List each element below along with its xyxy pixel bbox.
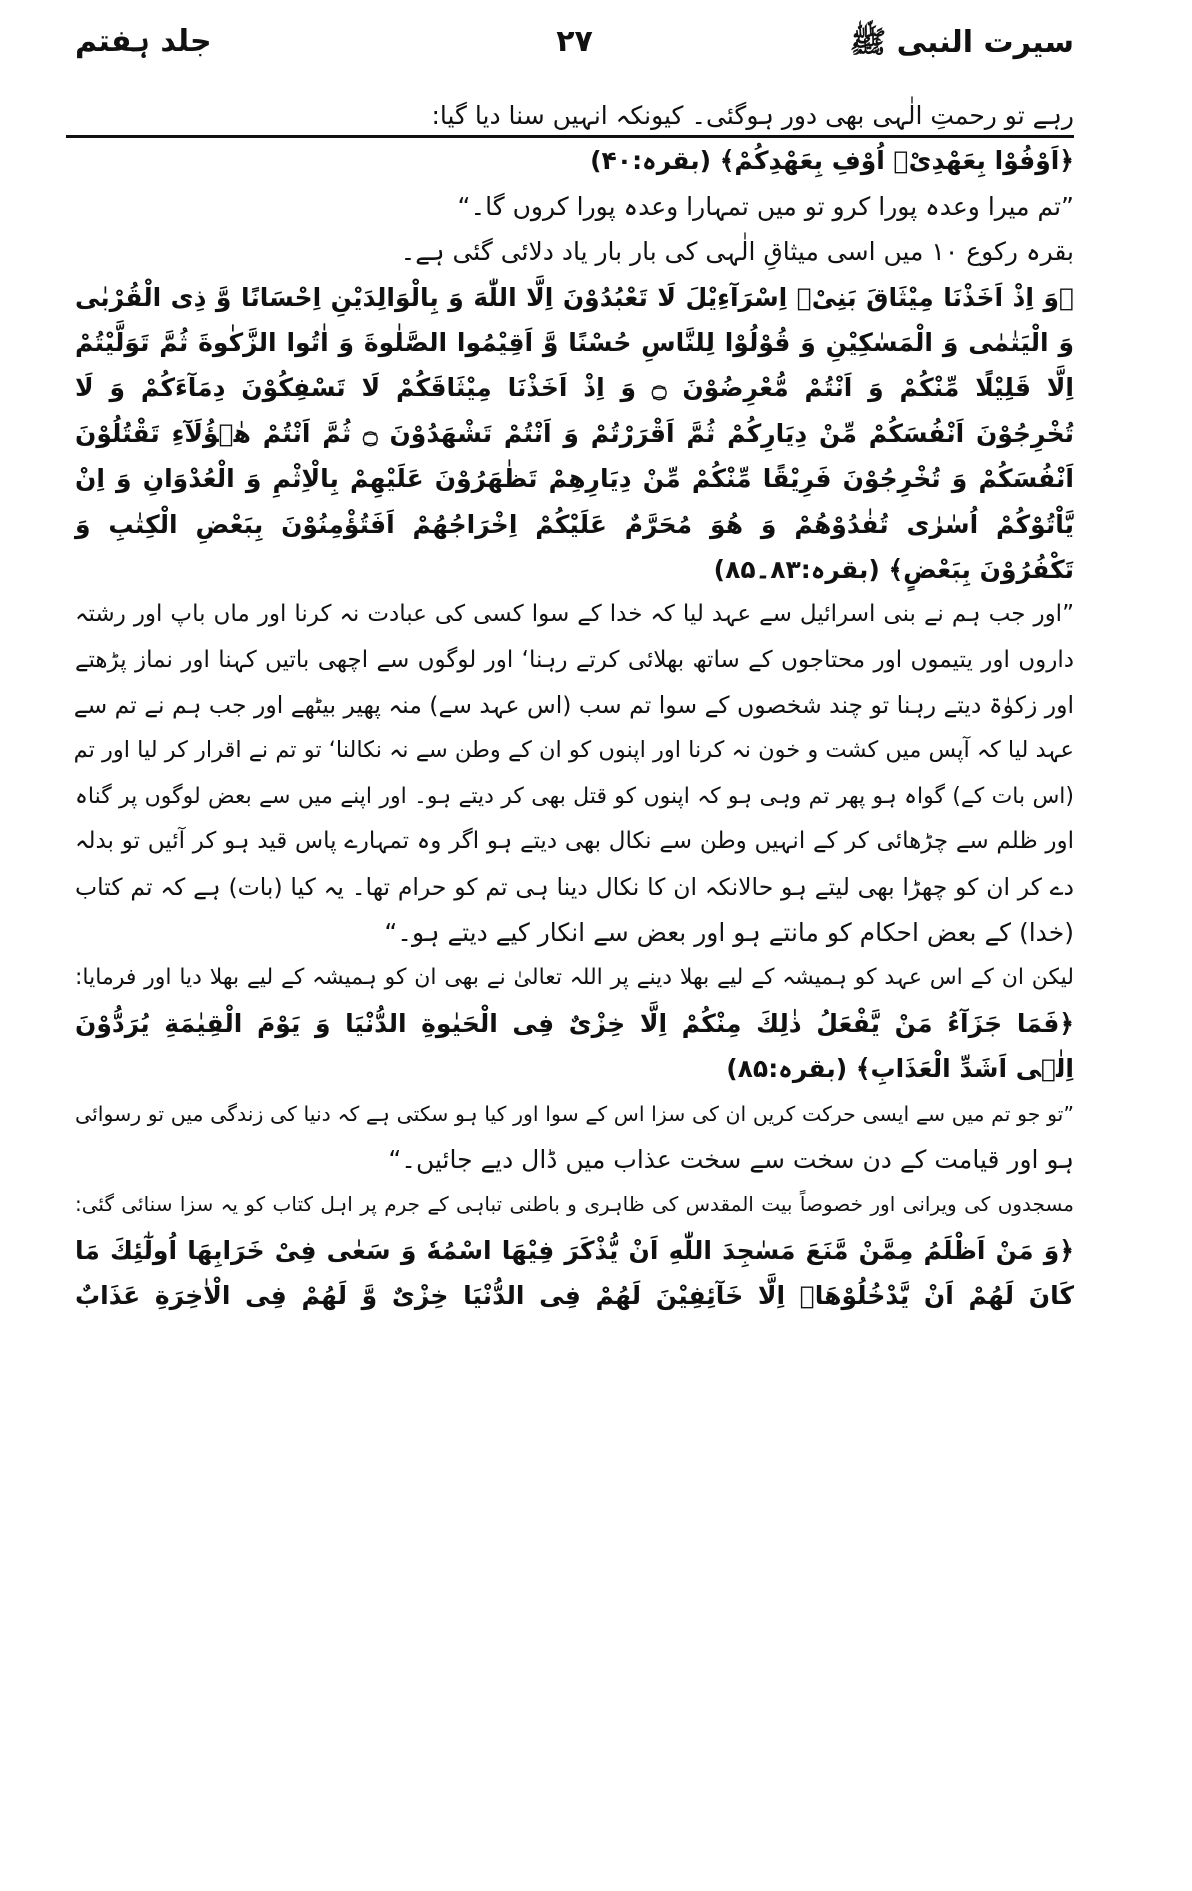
text-line: بقرہ رکوع ۱۰ میں اسی میثاقِ الٰہی کی بار بار یاد دلائی گئی ہے۔ [400, 237, 1074, 267]
text-line: مسجدوں کی ویرانی اور خصوصاً بیت المقدس کی ظاہری و باطنی تباہی کے جرم پر اہل کتاب کو یہ سزا سنائی گئی: [75, 1192, 1074, 1217]
text-line: (اس بات کے) گواہ ہو پھر تم وہی ہو کہ اپنوں کو قتل بھی کر دیتے ہو۔ اور اپنے میں سے بعض لوگوں پر گناہ [75, 783, 1074, 809]
text-line: ہو اور قیامت کے دن سخت سے سخت عذاب میں ڈال دیے جائیں۔“ [388, 1144, 1074, 1174]
text-line: اور زکوٰۃ دیتے رہنا تو چند شخصوں کے سوا تم سب (اس عہد سے) منہ پھیر بیٹھے اور جب ہم نے تم سے [73, 691, 1074, 720]
quran-verse-line: تُخْرِجُوْنَ اَنْفُسَكُمْ مِّنْ دِیَارِكُمْ ثُمَّ اَقْرَرْتُمْ وَ اَنْتُمْ تَشْهَدُوْنَ ۝ ثُمَّ اَنْتُمْ هٰۤؤُلَآءِ تَقْتُلُوْنَ [75, 418, 1075, 448]
volume-label: جلد ہفتم [75, 24, 212, 59]
text-line: داروں اور یتیموں اور محتاجوں کے ساتھ بھلائی کرتے رہنا‘ اور لوگوں سے اچھی باتیں کہنا اور نماز پڑھتے [75, 646, 1074, 673]
quran-verse-line: اِلَّا قَلِیْلًا مِّنْكُمْ وَ اَنْتُمْ مُّعْرِضُوْنَ ۝ وَ اِذْ اَخَذْنَا مِیْثَاقَكُمْ لَا تَسْفِكُوْنَ دِمَآءَكُمْ وَ لَا [75, 373, 1074, 403]
page-body [75, 93, 1074, 1319]
text-line: اور ظلم سے چڑھائی کر کے انہیں وطن سے نکال بھی دیتے ہو اگر وہ تمہارے پاس قید ہو کر آئیں تو بدلہ [75, 828, 1074, 855]
text-line: رہے تو رحمتِ الٰہی بھی دور ہوگئی۔ کیونکہ انہیں سنا دیا گیا: [431, 101, 1074, 130]
page-number: ۲۷ [556, 24, 593, 59]
text-line: ”تم میرا وعدہ پورا کرو تو میں تمہارا وعدہ پورا کروں گا۔“ [457, 191, 1074, 221]
quran-verse-line: وَ الْیَتٰمٰی وَ الْمَسٰكِیْنِ وَ قُوْلُوْا لِلنَّاسِ حُسْنًا وَّ اَقِیْمُوا الصَّلٰوةَ وَ اٰتُوا الزَّكٰوةَ ثُمَّ تَوَلَّیْتُمْ [75, 327, 1074, 357]
quran-verse-line: ﴿وَ اِذْ اَخَذْنَا مِیْثَاقَ بَنِیْۤ اِسْرَآءِیْلَ لَا تَعْبُدُوْنَ اِلَّا اللّٰهَ وَ بِالْوَالِدَیْنِ اِحْسَانًا وَّ ذِی الْقُرْبٰی [75, 282, 1074, 312]
text-line: دے کر ان کو چھڑا بھی لیتے ہو حالانکہ ان کا نکال دینا ہی تم کو حرام تھا۔ یہ کیا (بات) ہے کہ تم کتاب [75, 872, 1074, 901]
quran-verse-line: ﴿وَ مَنْ اَظْلَمُ مِمَّنْ مَّنَعَ مَسٰجِدَ اللّٰهِ اَنْ یُّذْكَرَ فِیْهَا اسْمُهٗ وَ سَعٰی فِیْ خَرَابِهَا اُولٰٓئِكَ مَا [75, 1235, 1074, 1265]
quran-verse-line: ﴿فَمَا جَزَآءُ مَنْ یَّفْعَلُ ذٰلِكَ مِنْكُمْ اِلَّا خِزْیٌ فِی الْحَیٰوةِ الدُّنْیَا وَ یَوْمَ الْقِیٰمَةِ یُرَدُّوْنَ [75, 1008, 1074, 1038]
quran-verse-line: اِلٰۤی اَشَدِّ الْعَذَابِ﴾ (بقرہ:۸۵) [726, 1054, 1074, 1084]
book-title: سیرت النبی ﷺ [849, 25, 1074, 60]
text-line: (خدا) کے بعض احکام کو مانتے ہو اور بعض سے انکار کیے دیتے ہو۔“ [384, 918, 1074, 948]
quran-verse-line: ﴿اَوْفُوْا بِعَهْدِیْۤ اُوْفِ بِعَهْدِكُمْ﴾ (بقرہ:۴۰) [590, 146, 1074, 176]
quran-verse-line: یَّاْتُوْكُمْ اُسٰرٰی تُفٰدُوْهُمْ وَ هُوَ مُحَرَّمٌ عَلَیْكُمْ اِخْرَاجُهُمْ اَفَتُؤْمِنُوْنَ بِبَعْضِ الْكِتٰبِ وَ [75, 509, 1074, 539]
quran-verse-line: اَنْفُسَكُمْ وَ تُخْرِجُوْنَ فَرِیْقًا مِّنْكُمْ مِّنْ دِیَارِهِمْ تَظٰهَرُوْنَ عَلَیْهِمْ بِالْاِثْمِ وَ الْعُدْوَانِ وَ اِنْ [75, 464, 1074, 494]
text-line: ”تو جو تم میں سے ایسی حرکت کریں ان کی سزا اس کے سوا اور کیا ہو سکتی ہے کہ دنیا کی زندگی میں تو رسوائی [75, 1101, 1074, 1126]
text-line: لیکن ان کے اس عہد کو ہمیشہ کے لیے بھلا دینے پر اللہ تعالیٰ نے بھی ان کو ہمیشہ کے لیے بھلا دیا اور فرمایا: [75, 965, 1074, 991]
text-line: ”اور جب ہم نے بنی اسرائیل سے عہد لیا کہ خدا کے سوا کسی کی عبادت نہ کرنا اور ماں باپ اور رشتہ [75, 601, 1074, 628]
running-header [75, 18, 1074, 76]
quran-verse-line: كَانَ لَهُمْ اَنْ یَّدْخُلُوْهَاۤ اِلَّا خَآئِفِیْنَ لَهُمْ فِی الدُّنْیَا خِزْیٌ وَّ لَهُمْ فِی الْاٰخِرَةِ عَذَابٌ [75, 1281, 1074, 1311]
text-line: عہد لیا کہ آپس میں کشت و خون نہ کرنا اور اپنوں کو ان کے وطن سے نہ نکالنا‘ تو تم نے اقرار کر لیا اور تم [73, 737, 1074, 764]
quran-verse-line: تَكْفُرُوْنَ بِبَعْضٍ﴾ (بقرہ:۸۳۔۸۵) [713, 554, 1074, 584]
